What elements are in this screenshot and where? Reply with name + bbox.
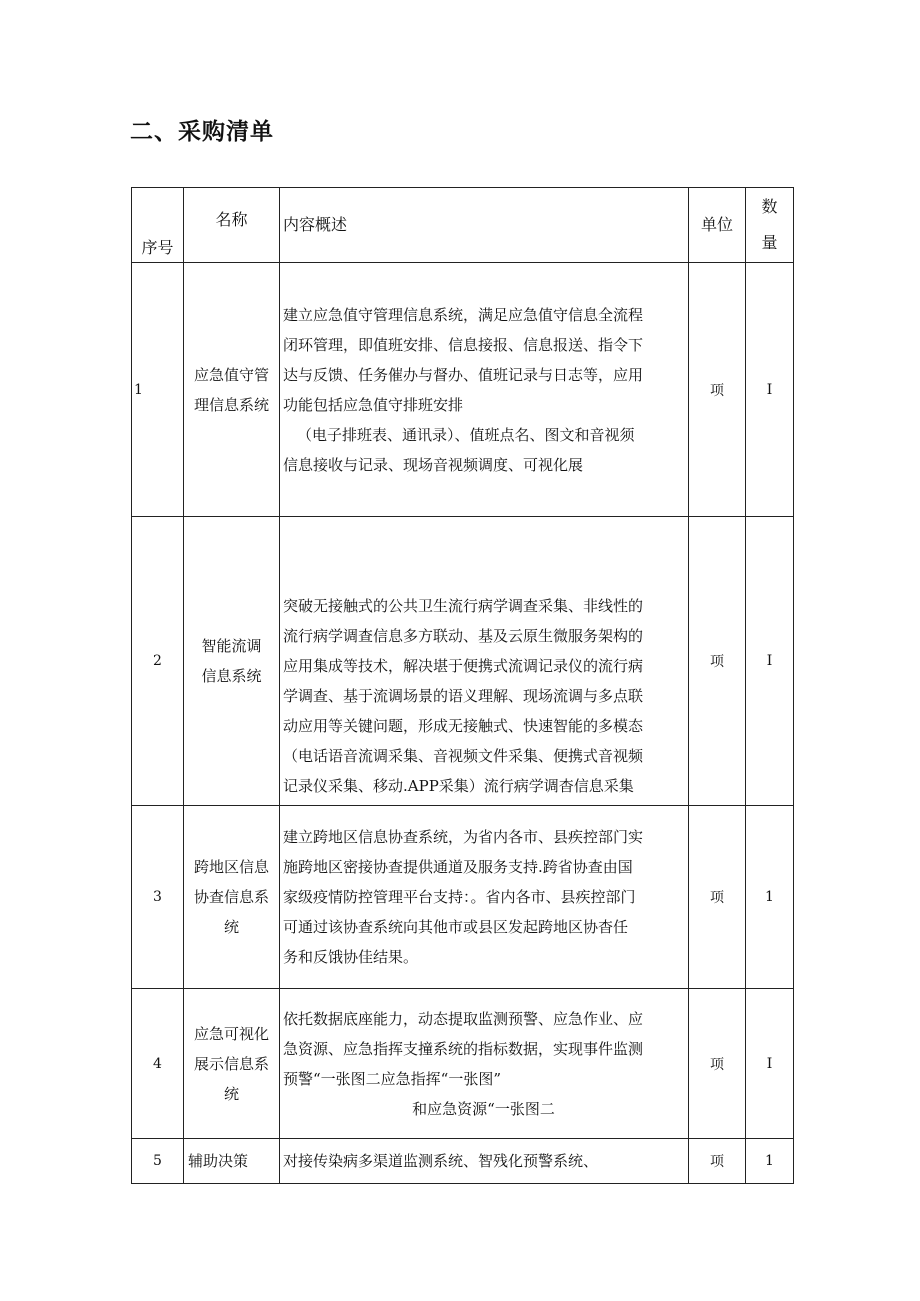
row-unit: 项: [689, 263, 746, 517]
row-name-line: 信息系统: [201, 667, 262, 685]
desc-line: 闭环管理，即值班安排、信息接报、信息报送、指令下: [283, 335, 644, 354]
row-name-line: 展示信息系: [193, 1054, 269, 1073]
row-unit: 项: [689, 989, 746, 1139]
row-index: 2: [132, 517, 184, 806]
row-description: [280, 263, 689, 517]
row-description: [280, 517, 689, 806]
header-quantity-line: 量: [761, 233, 778, 252]
desc-line: 建立跨地区信息协查系统，为省内各市、县疾控部门实: [283, 828, 644, 846]
desc-line: 和应急资源“一张图二: [412, 1099, 555, 1118]
desc-line: 应用集成等技术，解决堪于便携式流调记录仪的流行病: [283, 657, 644, 675]
header-quantity-line: 数: [761, 197, 778, 216]
row-quantity: I: [746, 989, 794, 1139]
desc-line: 突破无接触式的公共卫生流行病学调查采集、非线性的: [283, 597, 644, 615]
desc-line: 达与反馈、任务催办与督办、值班记录与日志等，应用: [283, 365, 644, 384]
desc-line: 信息接收与记录、现场音视频调度、可视化展: [283, 455, 584, 474]
table-row: [132, 1139, 794, 1184]
row-name: [184, 1139, 280, 1184]
desc-line: 务和反饿协佳结果。: [283, 948, 419, 966]
row-name-line: 跨地区信息: [193, 858, 269, 876]
desc-line: 依托数据底座能力，动态提取监测预警、应急作业、应: [283, 1009, 644, 1028]
desc-line: （电话语音流调采集、音视频文件采集、便携式音视频: [283, 747, 644, 765]
row-index: 1: [132, 263, 184, 517]
desc-line: 学调查、基于流调场景的语义理解、现场流调与多点联: [283, 687, 644, 705]
desc-line: （电子排班表、通讯录）、值班点名、图文和音视须: [297, 425, 635, 444]
table-row: [132, 263, 794, 517]
row-name-line: 应急可视化: [193, 1024, 269, 1043]
desc-line: 家级疫情防控管理平台支持：。省内各市、县疾控部门: [283, 888, 636, 906]
section-title: 二、采购清单: [130, 119, 274, 145]
row-name-line: 协查信息系: [193, 888, 269, 906]
row-name-line: 统: [223, 1084, 239, 1103]
row-unit: 项: [689, 806, 746, 989]
desc-line: 记录仪采集、移动.APP采集）流行病学调杳信息采集: [283, 777, 634, 795]
desc-line: 对接传染病多渠道监测系统、智残化预警系统、: [283, 1152, 599, 1170]
row-name: [184, 806, 280, 989]
desc-line: 预警“一张图二应急指挥“一张图”: [283, 1069, 502, 1088]
row-description: [280, 1139, 689, 1184]
desc-line: 动应用等关键问题，形成无接触式、快速智能的多模态: [283, 717, 644, 735]
table-row: [132, 806, 794, 989]
procurement-table: [131, 187, 794, 1184]
table-row: [132, 517, 794, 806]
row-name: [184, 263, 280, 517]
row-index: 4: [132, 989, 184, 1139]
row-quantity: I: [746, 263, 794, 517]
desc-line: 功能包括应急值守排班安排: [283, 395, 464, 414]
row-unit: 项: [689, 1139, 746, 1184]
row-name: [184, 989, 280, 1139]
header-index: 序号: [132, 188, 184, 263]
row-quantity: 1: [746, 806, 794, 989]
table-header-row: [132, 188, 794, 263]
header-quantity: [746, 188, 794, 263]
header-name: 名称: [184, 188, 280, 263]
row-quantity: I: [746, 517, 794, 806]
row-name-line: 智能流调: [201, 637, 262, 655]
table-row: [132, 989, 794, 1139]
row-name-line: 理信息系统: [193, 395, 269, 414]
desc-line: 急资源、应急指挥支撞系统的指标数据，实现事件监测: [283, 1039, 644, 1058]
row-name-line: 应急值守管: [193, 365, 269, 384]
row-name-line: 统: [223, 918, 239, 936]
header-unit: 单位: [689, 188, 746, 263]
header-description: 内容概述: [280, 188, 689, 263]
desc-line: 可通过该协查系统向其他市或县区发起跨地区协杳任: [283, 918, 629, 936]
row-quantity: 1: [746, 1139, 794, 1184]
desc-line: 建立应急值守管理信息系统，满足应急值守信息全流程: [283, 305, 644, 324]
row-description: [280, 989, 689, 1139]
row-description: [280, 806, 689, 989]
row-index: 3: [132, 806, 184, 989]
row-name: [184, 517, 280, 806]
desc-line: 流行病学调查信息多方联动、基及云原生微服务架构的: [283, 627, 644, 645]
row-index: 5: [132, 1139, 184, 1184]
row-name-line: 辅助决策: [188, 1152, 249, 1170]
row-unit: 项: [689, 517, 746, 806]
desc-line: 施跨地区密接协查提供通道及服务支持.跨省协查由国: [283, 858, 633, 876]
